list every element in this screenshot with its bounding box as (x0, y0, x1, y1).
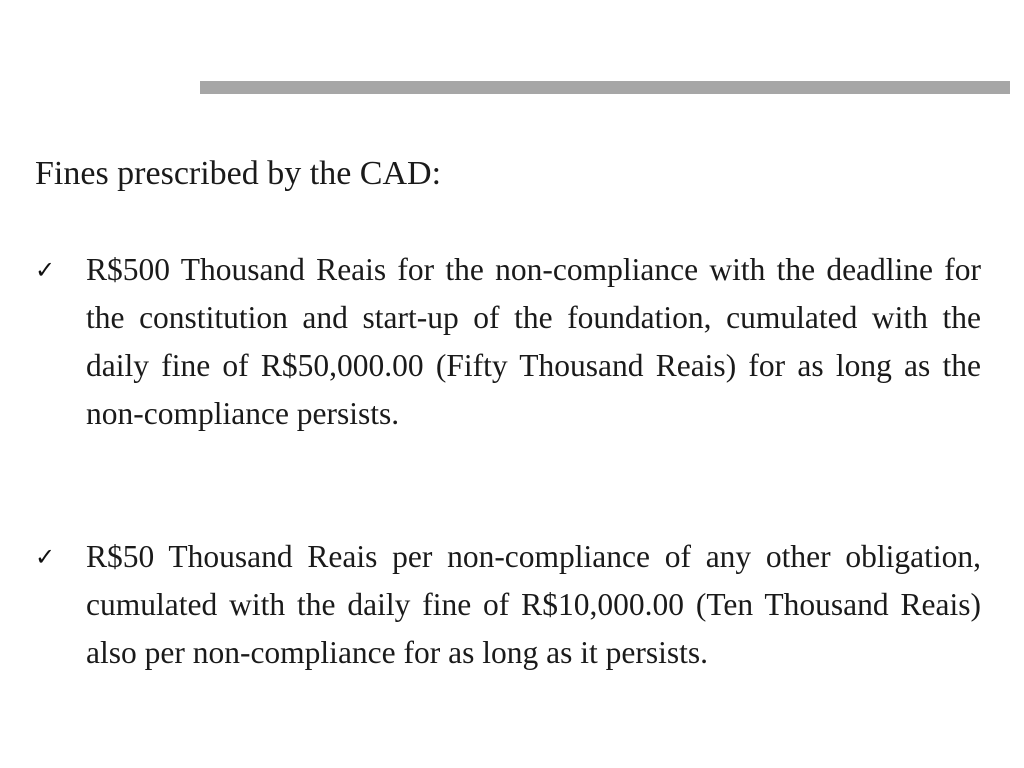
bullet-list-first (35, 246, 981, 438)
bullet-text-initial-fine: R$500 Thousand Reais for the non-compliance with the deadline for the constitution and start-up of the foundation, cumulated with the daily fine of R$50,000.00 (Fifty Thousand Reais) for as long as the non-compliance persists. (86, 252, 981, 431)
bullet-text-other-obligation-fine: R$50 Thousand Reais per non-compliance of any other obligation, cumulated with the daily fine of R$10,000.00 (Ten Thousand Reais) also per non-compliance for as long as it persists. (86, 539, 981, 670)
bullet-list-second (35, 533, 981, 677)
top-divider-bar (200, 81, 1010, 94)
check-icon: ✓ (35, 256, 56, 284)
bullet-item-other-obligation-fine (35, 533, 981, 677)
slide-title: Fines prescribed by the CAD: (35, 155, 442, 192)
bullet-item-initial-fine (35, 246, 981, 438)
check-icon: ✓ (35, 543, 56, 571)
